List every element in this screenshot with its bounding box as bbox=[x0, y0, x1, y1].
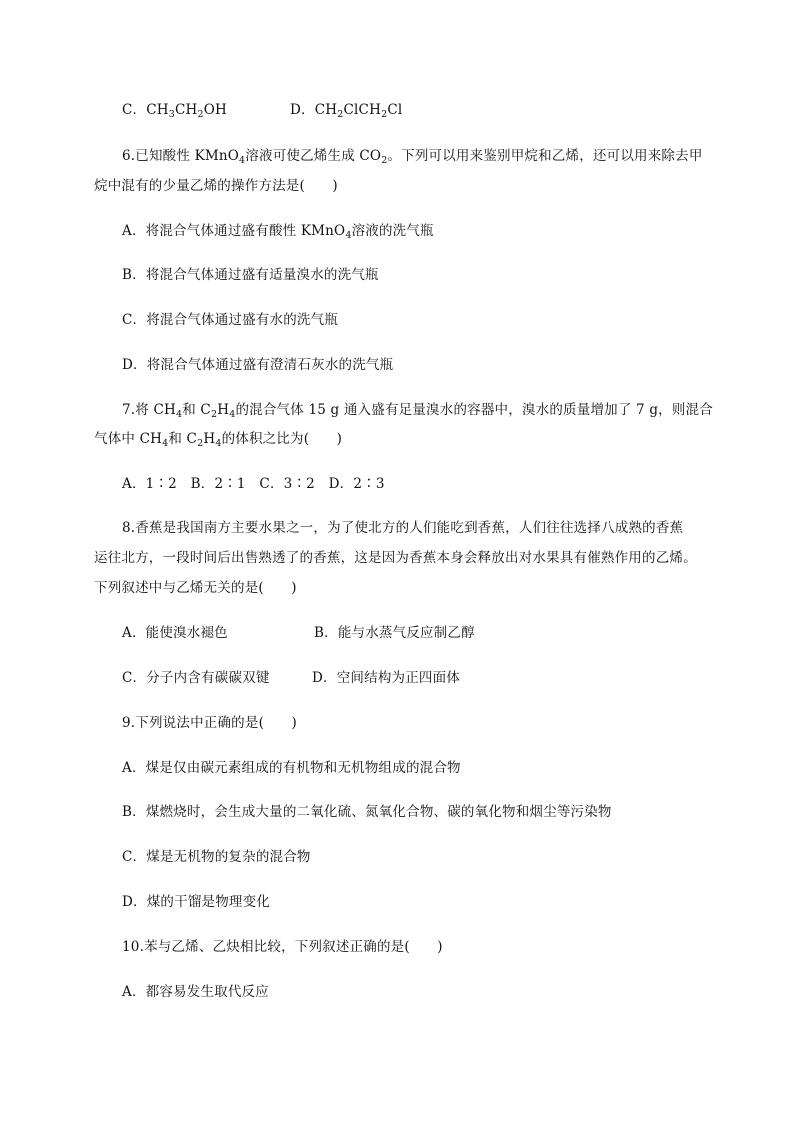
q6-option-a: A．将混合气体通过盛有酸性 KMnO$_4$溶液的洗气瓶 bbox=[122, 223, 434, 241]
q9-option-b: B．煤燃烧时，会生成大量的二氧化硫、氮氧化合物、碳的氧化物和烟尘等污染物 bbox=[122, 804, 612, 820]
q8-option-b: B．能与水蒸气反应制乙醇 bbox=[314, 625, 475, 641]
q7-stem-line1: 7.将 $CH_4$和 $C_2H_4$的混合气体 15 g 通入盛有足量溴水的容器中，溴水的质量增加了 7 g，则混合 bbox=[122, 402, 713, 420]
q6-stem-line1: 6.已知酸性 KMnO$_4$溶液可使乙烯生成 $CO_2$。下列可以用来鉴别甲烷和乙烯，还可以用来除去甲 bbox=[122, 148, 703, 166]
q5-option-d-label: D． bbox=[290, 102, 315, 118]
q9-option-d: D．煤的干馏是物理变化 bbox=[122, 894, 271, 910]
q6-option-d: D．将混合气体通过盛有澄清石灰水的洗气瓶 bbox=[122, 357, 394, 373]
q8-option-d: D．空间结构为正四面体 bbox=[312, 670, 461, 686]
q5-option-c-label: C． bbox=[122, 102, 147, 118]
q7-options: A．1∶2 B．2∶1 C．3∶2 D．2∶3 bbox=[122, 476, 385, 492]
q6-stem-line2: 烷中混有的少量乙烯的操作方法是( ) bbox=[94, 178, 338, 194]
q10-option-a: A．都容易发生取代反应 bbox=[122, 984, 269, 1000]
q6-option-c: C．将混合气体通过盛有水的洗气瓶 bbox=[122, 312, 339, 328]
q5-option-d: D．$CH_2ClCH_2Cl$ bbox=[290, 102, 403, 120]
q9-stem: 9.下列说法中正确的是( ) bbox=[122, 715, 297, 731]
q9-option-a: A．煤是仅由碳元素组成的有机物和无机物组成的混合物 bbox=[122, 760, 461, 776]
q8-stem-line3: 下列叙述中与乙烯无关的是( ) bbox=[94, 580, 297, 596]
q8-stem-line2: 运往北方，一段时间后出售熟透了的香蕉，这是因为香蕉本身会释放出对水果具有催熟作用的乙烯。 bbox=[94, 550, 697, 566]
q10-stem: 10.苯与乙烯、乙炔相比较，下列叙述正确的是( ) bbox=[122, 939, 443, 955]
q7-stem-line2: 气体中 $CH_4$和 $C_2H_4$的体积之比为( ) bbox=[94, 431, 343, 449]
q6-option-b: B．将混合气体通过盛有适量溴水的洗气瓶 bbox=[122, 267, 379, 283]
q8-stem-line1: 8.香蕉是我国南方主要水果之一，为了使北方的人们能吃到香蕉，人们往往选择八成熟的香蕉 bbox=[122, 520, 684, 536]
q8-option-c: C．分子内含有碳碳双键 bbox=[122, 670, 270, 686]
q5-option-c: C．$CH_3CH_2OH$ bbox=[122, 102, 228, 120]
q9-option-c: C．煤是无机物的复杂的混合物 bbox=[122, 849, 311, 865]
q8-option-a: A．能使溴水褪色 bbox=[122, 625, 228, 641]
